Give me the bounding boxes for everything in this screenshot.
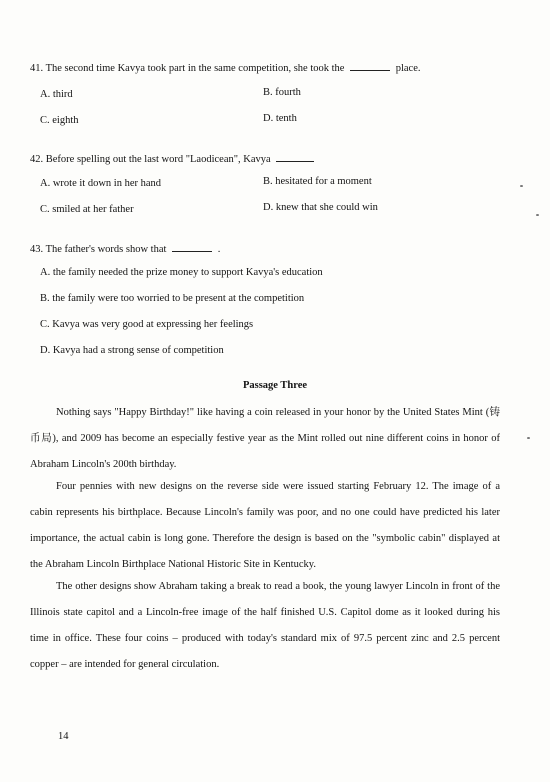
option-41b: B. fourth: [263, 87, 301, 98]
question-number: 43.: [30, 244, 44, 255]
question-42: [30, 152, 317, 165]
question-stem: The father's words show that: [45, 244, 167, 255]
option-41c: C. eighth: [40, 115, 79, 126]
option-42b: B. hesitated for a moment: [263, 176, 372, 187]
paragraph-text: Four pennies with new designs on the reverse side were issued starting February 12. The image of a cabin represents his birthplace. Because Lincoln's family was poor, and no one could have predicted his later importance, the actual cabin is long gone. Therefore the design is based on the "symbolic cabin" displayed at the Abraham Lincoln Birthplace National Historic Site in Kentucky.: [30, 481, 500, 570]
question-41: [30, 61, 420, 74]
passage-paragraph-1: [30, 400, 500, 478]
paragraph-text: The other designs show Abraham taking a break to read a book, the young lawyer Lincoln in front of the Illinois state capitol and a Lincoln-free image of the half finished U.S. Capitol dome as it looked during his time in office. These four coins – produced with today's standard mix of 97.5 percent zinc and 2.5 percent copper – are intended for general circulation.: [30, 581, 500, 670]
scan-speck: [520, 185, 523, 187]
question-number: 42.: [30, 154, 44, 165]
passage-title: Passage Three: [242, 380, 308, 391]
option-42c: C. smiled at her father: [40, 204, 134, 215]
question-stem-end: .: [217, 244, 221, 255]
option-42d: D. knew that she could win: [263, 202, 378, 213]
option-41a: A. third: [40, 89, 73, 100]
passage-paragraph-3: [30, 574, 500, 678]
option-43a: A. the family needed the prize money to support Kavya's education: [40, 267, 323, 278]
option-41d: D. tenth: [263, 113, 297, 124]
passage-paragraph-2: [30, 474, 500, 578]
answer-blank: [350, 61, 390, 71]
question-stem: The second time Kavya took part in the same competition, she took the: [45, 63, 345, 74]
scan-speck: [536, 214, 539, 216]
question-43: [30, 242, 220, 255]
paragraph-text: Nothing says "Happy Birthday!" like having a coin released in your honor by the United States Mint (铸币局), and 2009 has become an especially festive year as the Mint rolled out nine different coins in honor of Abraham Lincoln's 200th birthday.: [30, 407, 500, 470]
page-number: 14: [58, 731, 69, 742]
scan-speck: [527, 437, 530, 439]
question-stem: Before spelling out the last word "Laodicean", Kavya: [45, 154, 271, 165]
question-stem-end: place.: [395, 63, 421, 74]
option-43c: C. Kavya was very good at expressing her feelings: [40, 319, 254, 330]
answer-blank: [276, 152, 314, 162]
question-number: 41.: [30, 63, 44, 74]
answer-blank: [172, 242, 212, 252]
option-42a: A. wrote it down in her hand: [40, 178, 162, 189]
option-43d: D. Kavya had a strong sense of competition: [40, 345, 224, 356]
option-43b: B. the family were too worried to be present at the competition: [40, 293, 305, 304]
